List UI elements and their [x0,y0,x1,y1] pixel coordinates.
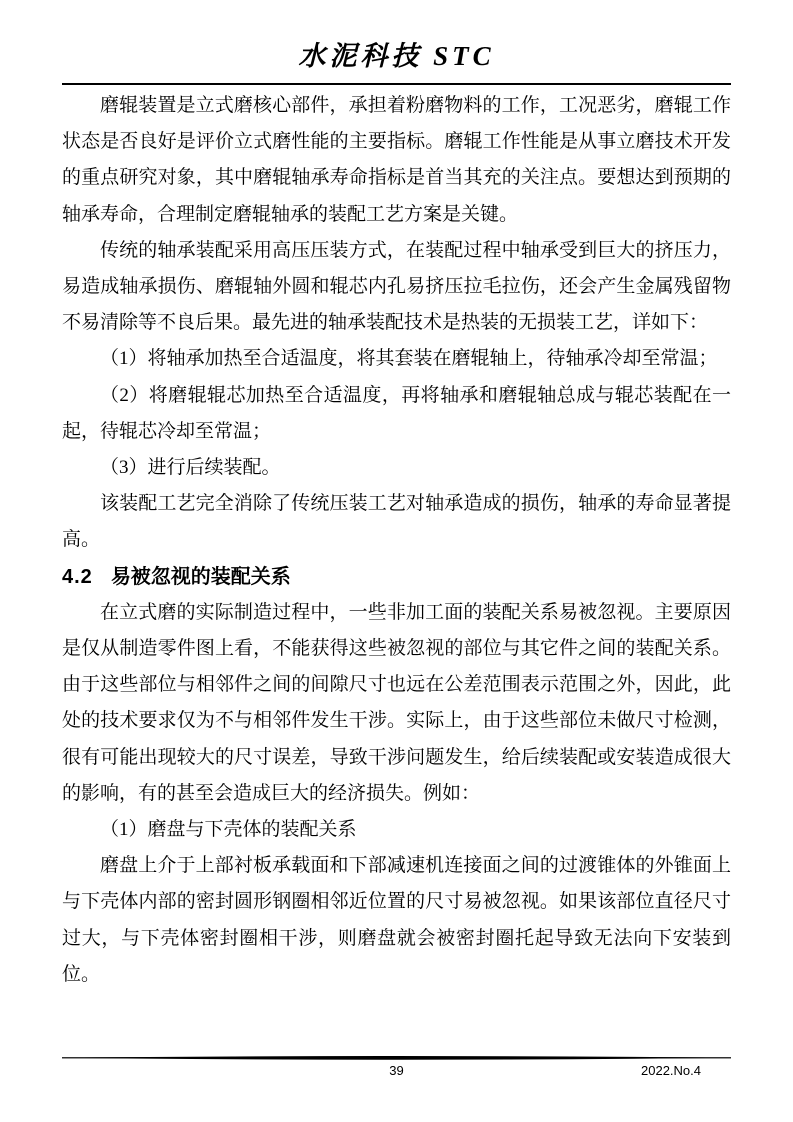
list-item-3: （3）进行后续装配。 [100,457,281,479]
section-title: 易被忽视的装配关系 [110,565,291,588]
paragraph-traditional-assembly: 传统的轴承装配采用高压压装方式，在装配过程中轴承受到巨大的挤压力，易造成轴承损伤、磨辊轴外圆和辊芯内孔易挤压拉毛拉伤，还会产生金属残留物不易清除等不良后果。最先进的轴承装配技术是热装的无损装工艺，详如下： [62,239,731,334]
section-number: 4.2 [62,565,93,588]
page-number: 39 [389,1063,404,1078]
journal-title: 水泥科技 STC [298,41,495,71]
paragraph-overlooked-relations: 在立式磨的实际制造过程中，一些非加工面的装配关系易被忽视。主要原因是仅从制造零件图上看，不能获得这些被忽视的部位与其它件之间的装配关系。由于这些部位与相邻件之间的间隙尺寸也远在公差范围表示范围之外，因此，此处的技术要求仅为不与相邻件发生干涉。实际上，由于这些部位未做尺寸检测，很有可能出现较大的尺寸误差，导致干涉问题发生，给后续装配或安装造成很大的影响，有的甚至会造成巨大的经济损失。例如： [62,601,731,804]
footer-row [62,1063,731,1081]
paragraph-grinding-table: 磨盘上介于上部衬板承载面和下部减速机连接面之间的过渡锥体的外锥面上与下壳体内部的密封圆形钢圈相邻近位置的尺寸易被忽视。如果该部位直径尺寸过大，与下壳体密封圈相干涉，则磨盘就会被密封圈托起导致无法向下安装到位。 [62,855,731,985]
issue-label: 2022.No.4 [641,1063,701,1078]
paragraph-process-conclusion: 该装配工艺完全消除了传统压装工艺对轴承造成的损伤，轴承的寿命显著提高。 [62,493,731,551]
paragraph-mill-roller-intro: 磨辊装置是立式磨核心部件，承担着粉磨物料的工作，工况恶劣，磨辊工作状态是否良好是评价立式磨性能的主要指标。磨辊工作性能是从事立磨技术开发的重点研究对象，其中磨辊轴承寿命指标是首当其充的关注点。要想达到预期的轴承寿命，合理制定磨辊轴承的装配工艺方案是关键。 [62,95,731,225]
example-item-1: （1）磨盘与下壳体的装配关系 [100,819,357,841]
page-header [62,0,731,85]
header-rule [62,83,731,85]
page-footer [62,1054,731,1081]
list-item-1: （1）将轴承加热至合适温度，将其套装在磨辊轴上，待轴承冷却至常温； [100,348,718,370]
list-item-2: （2）将磨辊辊芯加热至合适温度，再将轴承和磨辊轴总成与辊芯装配在一起，待辊芯冷却至常温； [62,384,731,442]
footer-rule [62,1054,731,1062]
section-heading [62,559,731,595]
document-body [62,88,731,993]
